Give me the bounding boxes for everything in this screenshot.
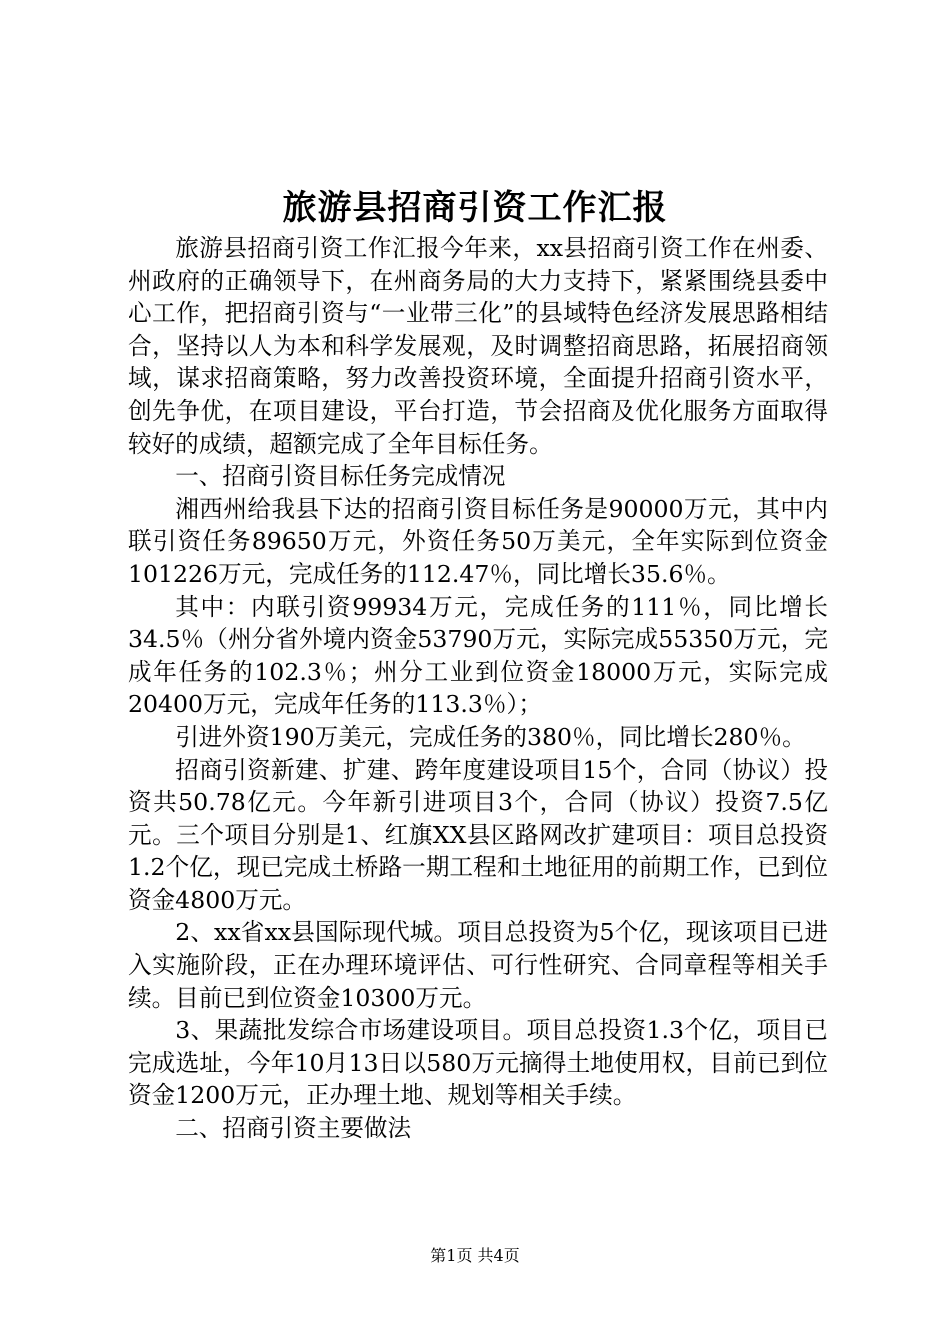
paragraph-projects: 招商引资新建、扩建、跨年度建设项目15个，合同（协议）投资共50.78亿元。今年新引进项目3个，合同（协议）投资7.5亿元。三个项目分别是1、红旗XX县区路网改扩建项目：项目总投资1.2个亿，现已完成土桥路一期工程和土地征用的前期工作，已到位资金4800万元。: [128, 755, 828, 914]
page-footer: 第1页 共4页: [430, 1246, 520, 1265]
paragraph-project-3: 3、果蔬批发综合市场建设项目。项目总投资1.3个亿，项目已完成选址，今年10月13日以580万元摘得土地使用权，目前已到位资金1200万元，正办理土地、规划等相关手续。: [128, 1016, 828, 1110]
document-body: [128, 232, 828, 1145]
document-title: 旅游县招商引资工作汇报: [282, 188, 668, 228]
paragraph-foreign-investment: 引进外资190万美元，完成任务的380％，同比增长280％。: [175, 722, 806, 751]
paragraph-target-task: 湘西州给我县下达的招商引资目标任务是90000万元，其中内联引资任务89650万元，外资任务50万美元，全年实际到位资金101226万元，完成任务的112.47％，同比增长35.6％。: [128, 494, 828, 588]
section-heading-1: 一、招商引资目标任务完成情况: [175, 462, 506, 491]
section-heading-2: 二、招商引资主要做法: [175, 1114, 412, 1143]
paragraph-domestic-investment: 其中：内联引资99934万元，完成任务的111％，同比增长34.5％（州分省外境内资金53790万元，实际完成55350万元，完成年任务的102.3％；州分工业到位资金18000万元，实际完成20400万元，完成年任务的113.3％）；: [128, 592, 828, 719]
intro-paragraph: 旅游县招商引资工作汇报今年来，xx县招商引资工作在州委、州政府的正确领导下，在州商务局的大力支持下，紧紧围绕县委中心工作，把招商引资与“一业带三化”的县域特色经济发展思路相结合，坚持以人为本和科学发展观，及时调整招商思路，拓展招商领域，谋求招商策略，努力改善投资环境，全面提升招商引资水平，创先争优，在项目建设，平台打造，节会招商及优化服务方面取得较好的成绩，超额完成了全年目标任务。: [128, 234, 828, 458]
paragraph-project-2: 2、xx省xx县国际现代城。项目总投资为5个亿，现该项目已进入实施阶段，正在办理环境评估、可行性研究、合同章程等相关手续。目前已到位资金10300万元。: [128, 918, 828, 1012]
